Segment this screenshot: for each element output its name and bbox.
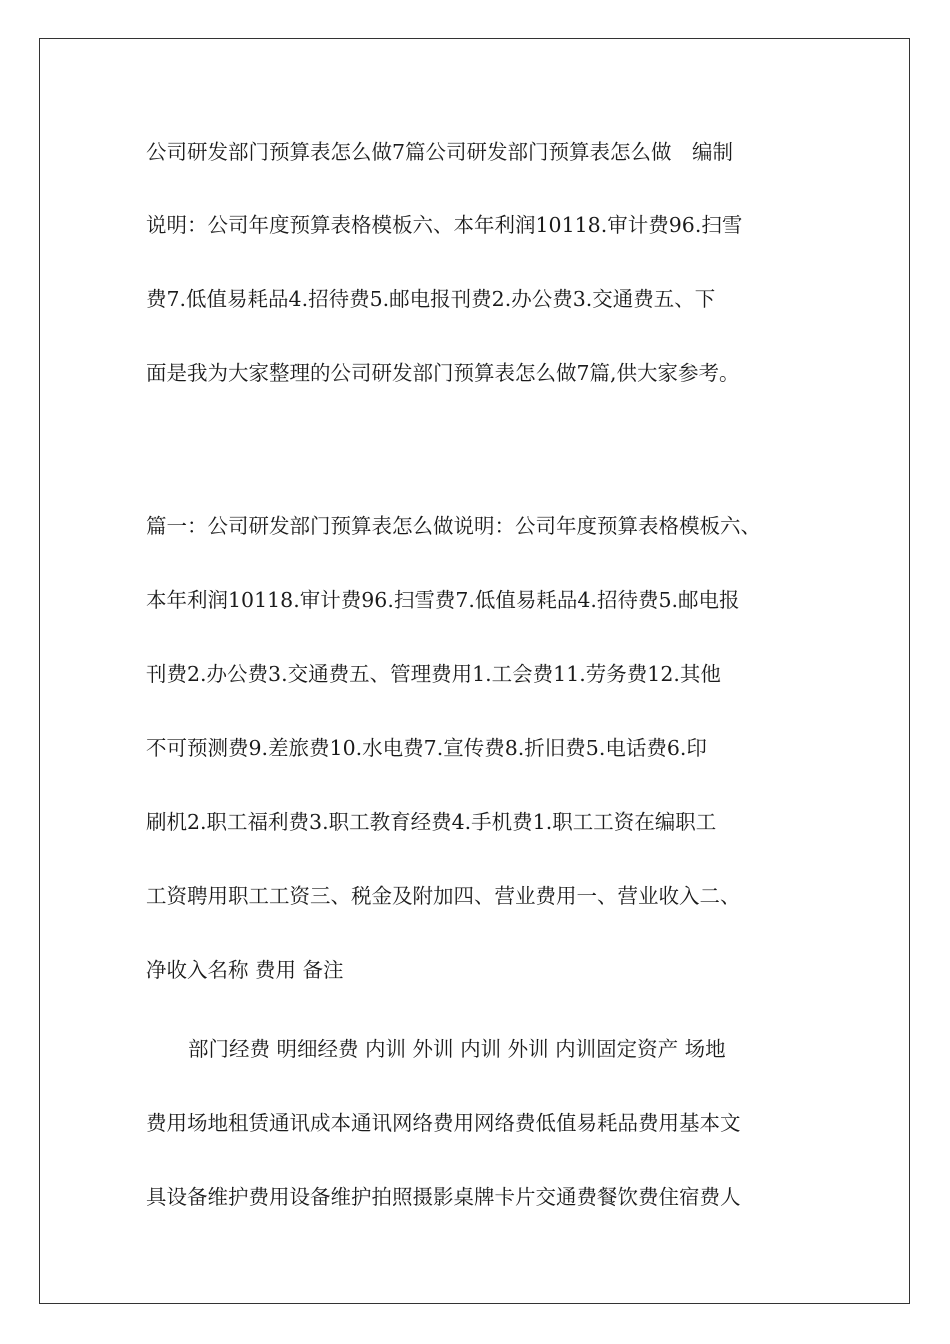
text-line-7: 刊费2.办公费3.交通费五、管理费用1.工会费11.劳务费12.其他 [146, 662, 721, 686]
text-line-9: 刷机2.职工福利费3.职工教育经费4.手机费1.职工工资在编职工 [146, 810, 717, 834]
text-line-1: 公司研发部门预算表怎么做7篇公司研发部门预算表怎么做 编制 [146, 140, 734, 164]
text-line-8: 不可预测费9.差旅费10.水电费7.宣传费8.折旧费5.电话费6.印 [146, 736, 707, 760]
text-line-6: 本年利润10118.审计费96.扫雪费7.低值易耗品4.招待费5.邮电报 [146, 588, 740, 612]
text-line-13: 费用场地租赁通讯成本通讯网络费用网络费低值易耗品费用基本文 [146, 1111, 741, 1135]
text-line-12: 部门经费 明细经费 内训 外训 内训 外训 内训固定资产 场地 [188, 1037, 726, 1061]
text-line-14: 具设备维护费用设备维护拍照摄影桌牌卡片交通费餐饮费住宿费人 [146, 1185, 741, 1209]
text-line-3: 费7.低值易耗品4.招待费5.邮电报刊费2.办公费3.交通费五、下 [146, 287, 716, 311]
text-line-11: 净收入名称 费用 备注 [146, 958, 344, 982]
text-line-4: 面是我为大家整理的公司研发部门预算表怎么做7篇,供大家参考。 [146, 361, 740, 385]
text-line-5: 篇一：公司研发部门预算表怎么做说明：公司年度预算表格模板六、 [146, 514, 761, 538]
text-line-10: 工资聘用职工工资三、税金及附加四、营业费用一、营业收入二、 [146, 884, 741, 908]
text-line-2: 说明：公司年度预算表格模板六、本年利润10118.审计费96.扫雪 [146, 213, 743, 237]
